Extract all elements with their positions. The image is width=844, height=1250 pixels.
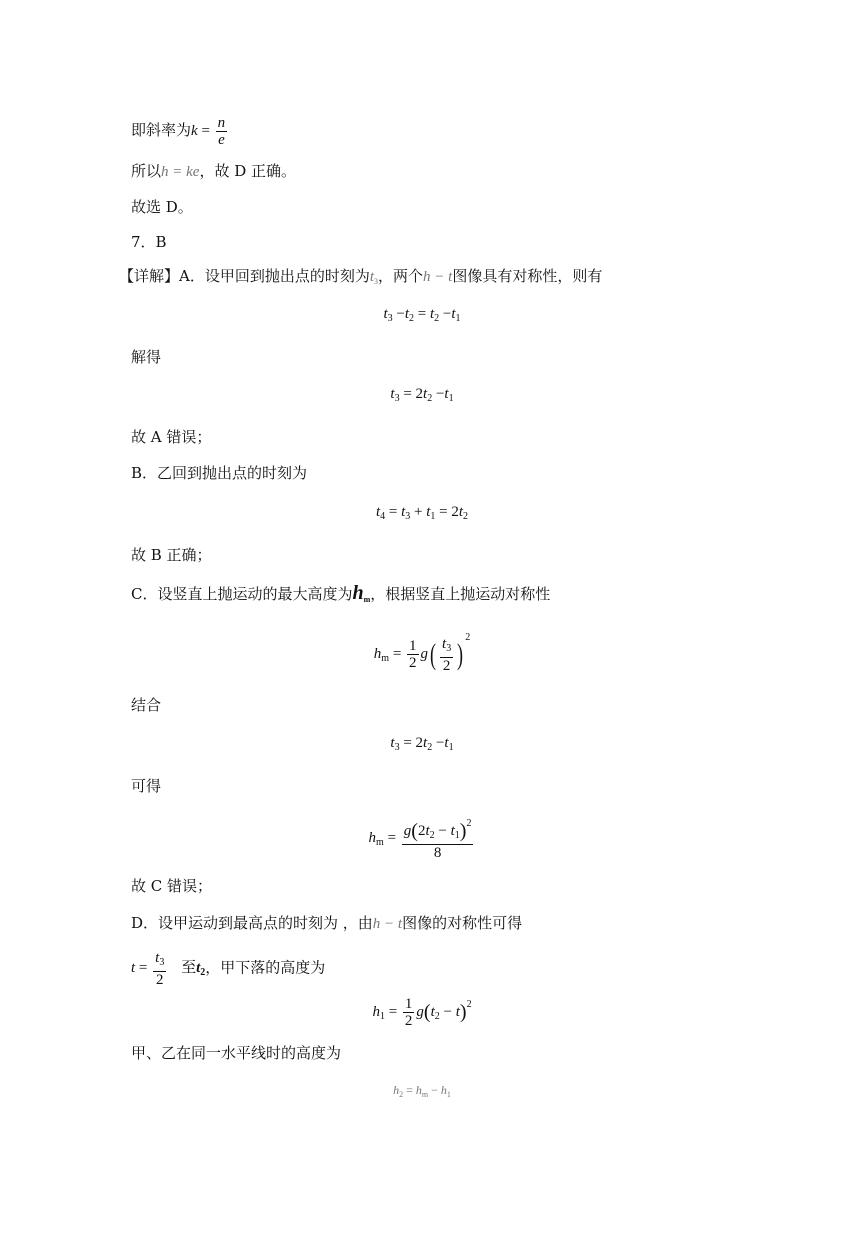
- equation-4: $h_m$ = $\frac{1}{2}$ g( $\frac{t_3}{2}$ )$^2$: [373, 632, 471, 674]
- conclusion-a: 故 A 错误；: [131, 428, 212, 446]
- same-level-line: 甲、乙在同一水平线时的高度为: [131, 1044, 342, 1062]
- peak-time-line: t = $\frac{t_3}{2}$ 至$t_2$，甲下落的高度为: [131, 950, 326, 988]
- h-equals-ke-formula: h = ke: [161, 164, 200, 180]
- equation-3: $t_4 = t_3 + t_1 = 2t_2$: [375, 504, 469, 522]
- combine-label: 结合: [131, 696, 162, 714]
- equation-5: $t_3 = 2t_2 -t_1$: [390, 735, 454, 753]
- conclusion-b: 故 B 正确；: [131, 546, 212, 564]
- equation-2: $t_3 = 2t_2 -t_1$: [390, 386, 454, 404]
- slope-formula: k = $\frac{n}{e}$: [191, 115, 226, 148]
- slope-text: 即斜率为: [131, 120, 192, 139]
- detail-a-line: 【详解】A．设甲回到抛出点的时刻为$t_3$，两个h − t图像具有对称性，则有: [119, 267, 603, 286]
- conclusion-d-line: 所以h = ke，故 D 正确。: [131, 162, 297, 180]
- conclusion-c: 故 C 错误；: [131, 877, 213, 895]
- detail-b-line: B．乙回到抛出点的时刻为: [131, 464, 308, 482]
- question-number: 7．B: [131, 233, 167, 251]
- detail-tag: 【详解】: [119, 267, 180, 285]
- equation-7: $h_1$ = $\frac{1}{2}$ $g(t_2 - t)^2$: [372, 996, 472, 1029]
- answer-line: 故选 D。: [131, 198, 193, 216]
- equation-8: $h_2 = h_m - h_1$: [393, 1083, 451, 1099]
- detail-d-line: D．设甲运动到最高点的时刻为 ，由h − t图像的对称性可得: [131, 914, 523, 932]
- detail-c-line: C．设竖直上抛运动的最大高度为hm，根据竖直上抛运动对称性: [131, 582, 551, 604]
- equation-1: $t_3 -t_2 = t_2 -t_1$: [383, 306, 461, 324]
- slope-line: [131, 115, 229, 148]
- solve-label: 解得: [131, 348, 162, 366]
- equation-6: $h_m$ = $\frac{g(2t_2 - t_1)^2}{8}$: [368, 818, 472, 861]
- result-label: 可得: [131, 777, 162, 795]
